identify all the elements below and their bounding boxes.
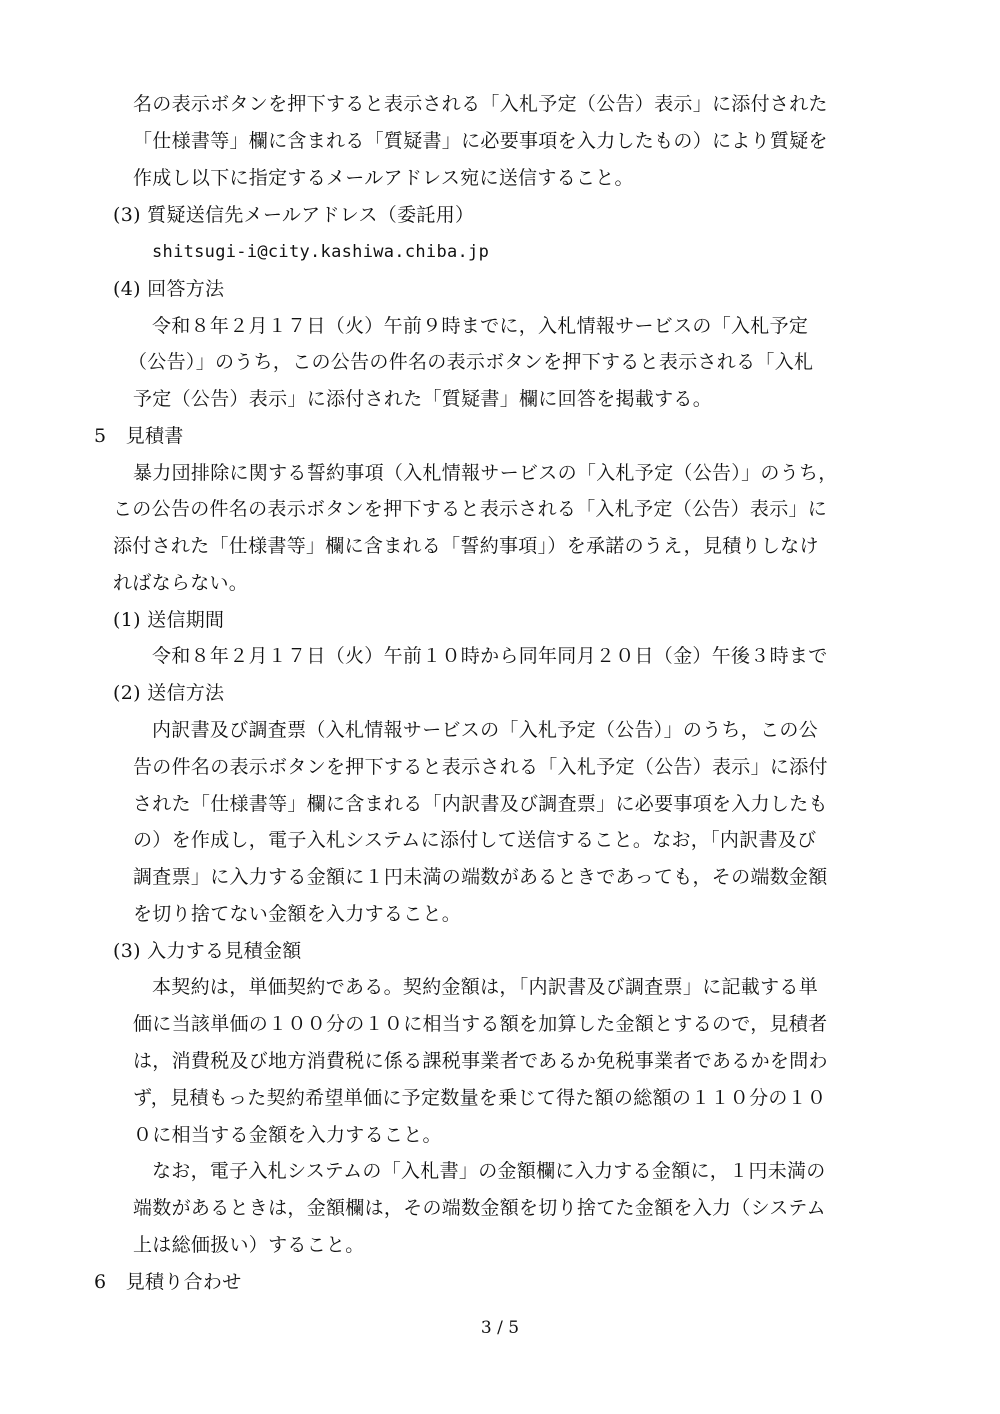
body-line: 内訳書及び調査票（入札情報サービスの「入札予定（公告）」のうち，この公 xyxy=(152,719,819,741)
body-line: 作成し以下に指定するメールアドレス宛に送信すること。 xyxy=(133,167,634,189)
subsection-heading: (3) 入力する見積金額 xyxy=(113,940,302,962)
body-line: 調査票」に入力する金額に１円未満の端数があるときであっても，その端数金額 xyxy=(133,866,828,888)
body-line: 価に当該単価の１００分の１０に相当する額を加算した金額とするので，見積者 xyxy=(133,1013,828,1035)
body-line: （公告）」のうち，この公告の件名の表示ボタンを押下すると表示される「入札 xyxy=(128,351,814,373)
body-line: 添付された「仕様書等」欄に含まれる「誓約事項」）を承諾のうえ，見積りしなけ xyxy=(113,535,819,557)
body-line: 告の件名の表示ボタンを押下すると表示される「入札予定（公告）表示」に添付 xyxy=(133,756,828,778)
body-line: 名の表示ボタンを押下すると表示される「入札予定（公告）表示」に添付された xyxy=(133,93,828,115)
section-heading: 6 見積り合わせ xyxy=(94,1271,242,1293)
subsection-heading: (2) 送信方法 xyxy=(113,682,225,704)
body-line: 「仕様書等」欄に含まれる「質疑書」に必要事項を入力したもの）により質疑を xyxy=(133,130,828,152)
body-line: された「仕様書等」欄に含まれる「内訳書及び調査票」に必要事項を入力したも xyxy=(133,793,828,815)
body-line: 暴力団排除に関する誓約事項（入札情報サービスの「入札予定（公告）」のうち， xyxy=(133,462,838,484)
subsection-heading: (1) 送信期間 xyxy=(113,609,225,631)
body-line: 端数があるときは，金額欄は，その端数金額を切り捨てた金額を入力（システム xyxy=(133,1197,826,1219)
email-address: shitsugi-i@city.kashiwa.chiba.jp xyxy=(152,242,490,262)
body-line: 令和８年２月１７日（火）午前１０時から同年同月２０日（金）午後３時まで xyxy=(152,645,828,667)
body-line: この公告の件名の表示ボタンを押下すると表示される「入札予定（公告）表示」に xyxy=(113,498,828,520)
page-number: 3 / 5 xyxy=(480,1318,520,1338)
section-heading: 5 見積書 xyxy=(94,425,184,447)
body-line: 令和８年２月１７日（火）午前９時までに，入札情報サービスの「入札予定 xyxy=(152,315,809,337)
body-line: を切り捨てない金額を入力すること。 xyxy=(133,903,462,925)
body-line: 上は総価扱い）すること。 xyxy=(133,1234,365,1256)
body-line: ず，見積もった契約希望単価に予定数量を乗じて得た額の総額の１１０分の１０ xyxy=(133,1087,827,1109)
body-line: ればならない。 xyxy=(113,572,249,594)
subsection-heading: (3) 質疑送信先メールアドレス（委託用） xyxy=(113,204,475,226)
body-line: 本契約は，単価契約である。契約金額は，「内訳書及び調査票」に記載する単 xyxy=(152,976,819,998)
body-line: は，消費税及び地方消費税に係る課税事業者であるか免税事業者であるかを問わ xyxy=(133,1050,828,1072)
body-line: 予定（公告）表示」に添付された「質疑書」欄に回答を掲載する。 xyxy=(133,388,713,410)
body-line: の）を作成し，電子入札システムに添付して送信すること。なお，「内訳書及び xyxy=(133,829,817,851)
subsection-heading: (4) 回答方法 xyxy=(113,278,225,300)
body-line: なお，電子入札システムの「入札書」の金額欄に入力する金額に，１円未満の xyxy=(152,1160,826,1182)
body-line: ０に相当する金額を入力すること。 xyxy=(133,1124,442,1146)
